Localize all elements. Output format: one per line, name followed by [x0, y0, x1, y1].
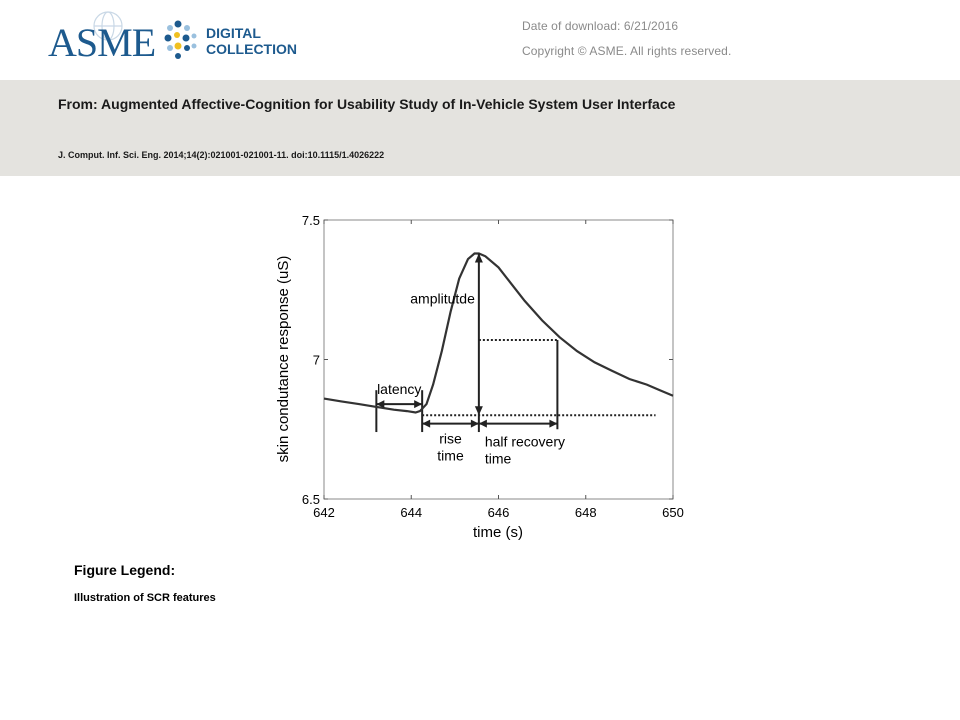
- article-info-band: [0, 80, 960, 176]
- copyright-notice: Copyright © ASME. All rights reserved.: [522, 44, 732, 58]
- latency-label: latency: [377, 381, 422, 398]
- x-tick-label: 648: [574, 505, 597, 520]
- x-tick-label: 646: [487, 505, 510, 520]
- logo-line2-text: COLLECTION: [206, 41, 297, 57]
- article-citation: J. Comput. Inf. Sci. Eng. 2014;14(2):021001-021001-11. doi:10.1115/1.4026222: [58, 150, 385, 160]
- scr-features-chart: [270, 204, 690, 550]
- y-axis-label: skin condutance response (uS): [275, 255, 292, 463]
- x-tick-label: 650: [662, 505, 684, 520]
- figure-legend-text: Illustration of SCR features: [74, 592, 216, 604]
- rise-time-label-line1: rise: [439, 430, 462, 447]
- logo-brand-text: ASME: [48, 20, 156, 65]
- logo-line1-text: DIGITAL: [206, 25, 261, 41]
- download-date: Date of download: 6/21/2016: [522, 19, 679, 33]
- dot-matrix-icon: [165, 21, 197, 60]
- header: [0, 0, 960, 80]
- x-axis-label: time (s): [473, 524, 523, 541]
- asme-digital-collection-logo[interactable]: [46, 10, 326, 70]
- rise-time-label-line2: time: [437, 447, 464, 464]
- y-tick-label: 7: [312, 352, 320, 368]
- half-recovery-label-line1: half recovery: [484, 433, 566, 450]
- x-tick-label: 642: [313, 505, 335, 520]
- figure-legend-title: Figure Legend:: [74, 562, 176, 578]
- half-recovery-label-line2: time: [484, 450, 512, 467]
- y-tick-label: 6.5: [301, 492, 320, 507]
- article-title: From: Augmented Affective-Cognition for Usability Study of In-Vehicle System User Interface: [58, 96, 676, 112]
- amplitude-label: amplitutde: [410, 290, 475, 307]
- y-tick-label: 7.5: [301, 213, 320, 228]
- x-tick-label: 644: [400, 505, 423, 520]
